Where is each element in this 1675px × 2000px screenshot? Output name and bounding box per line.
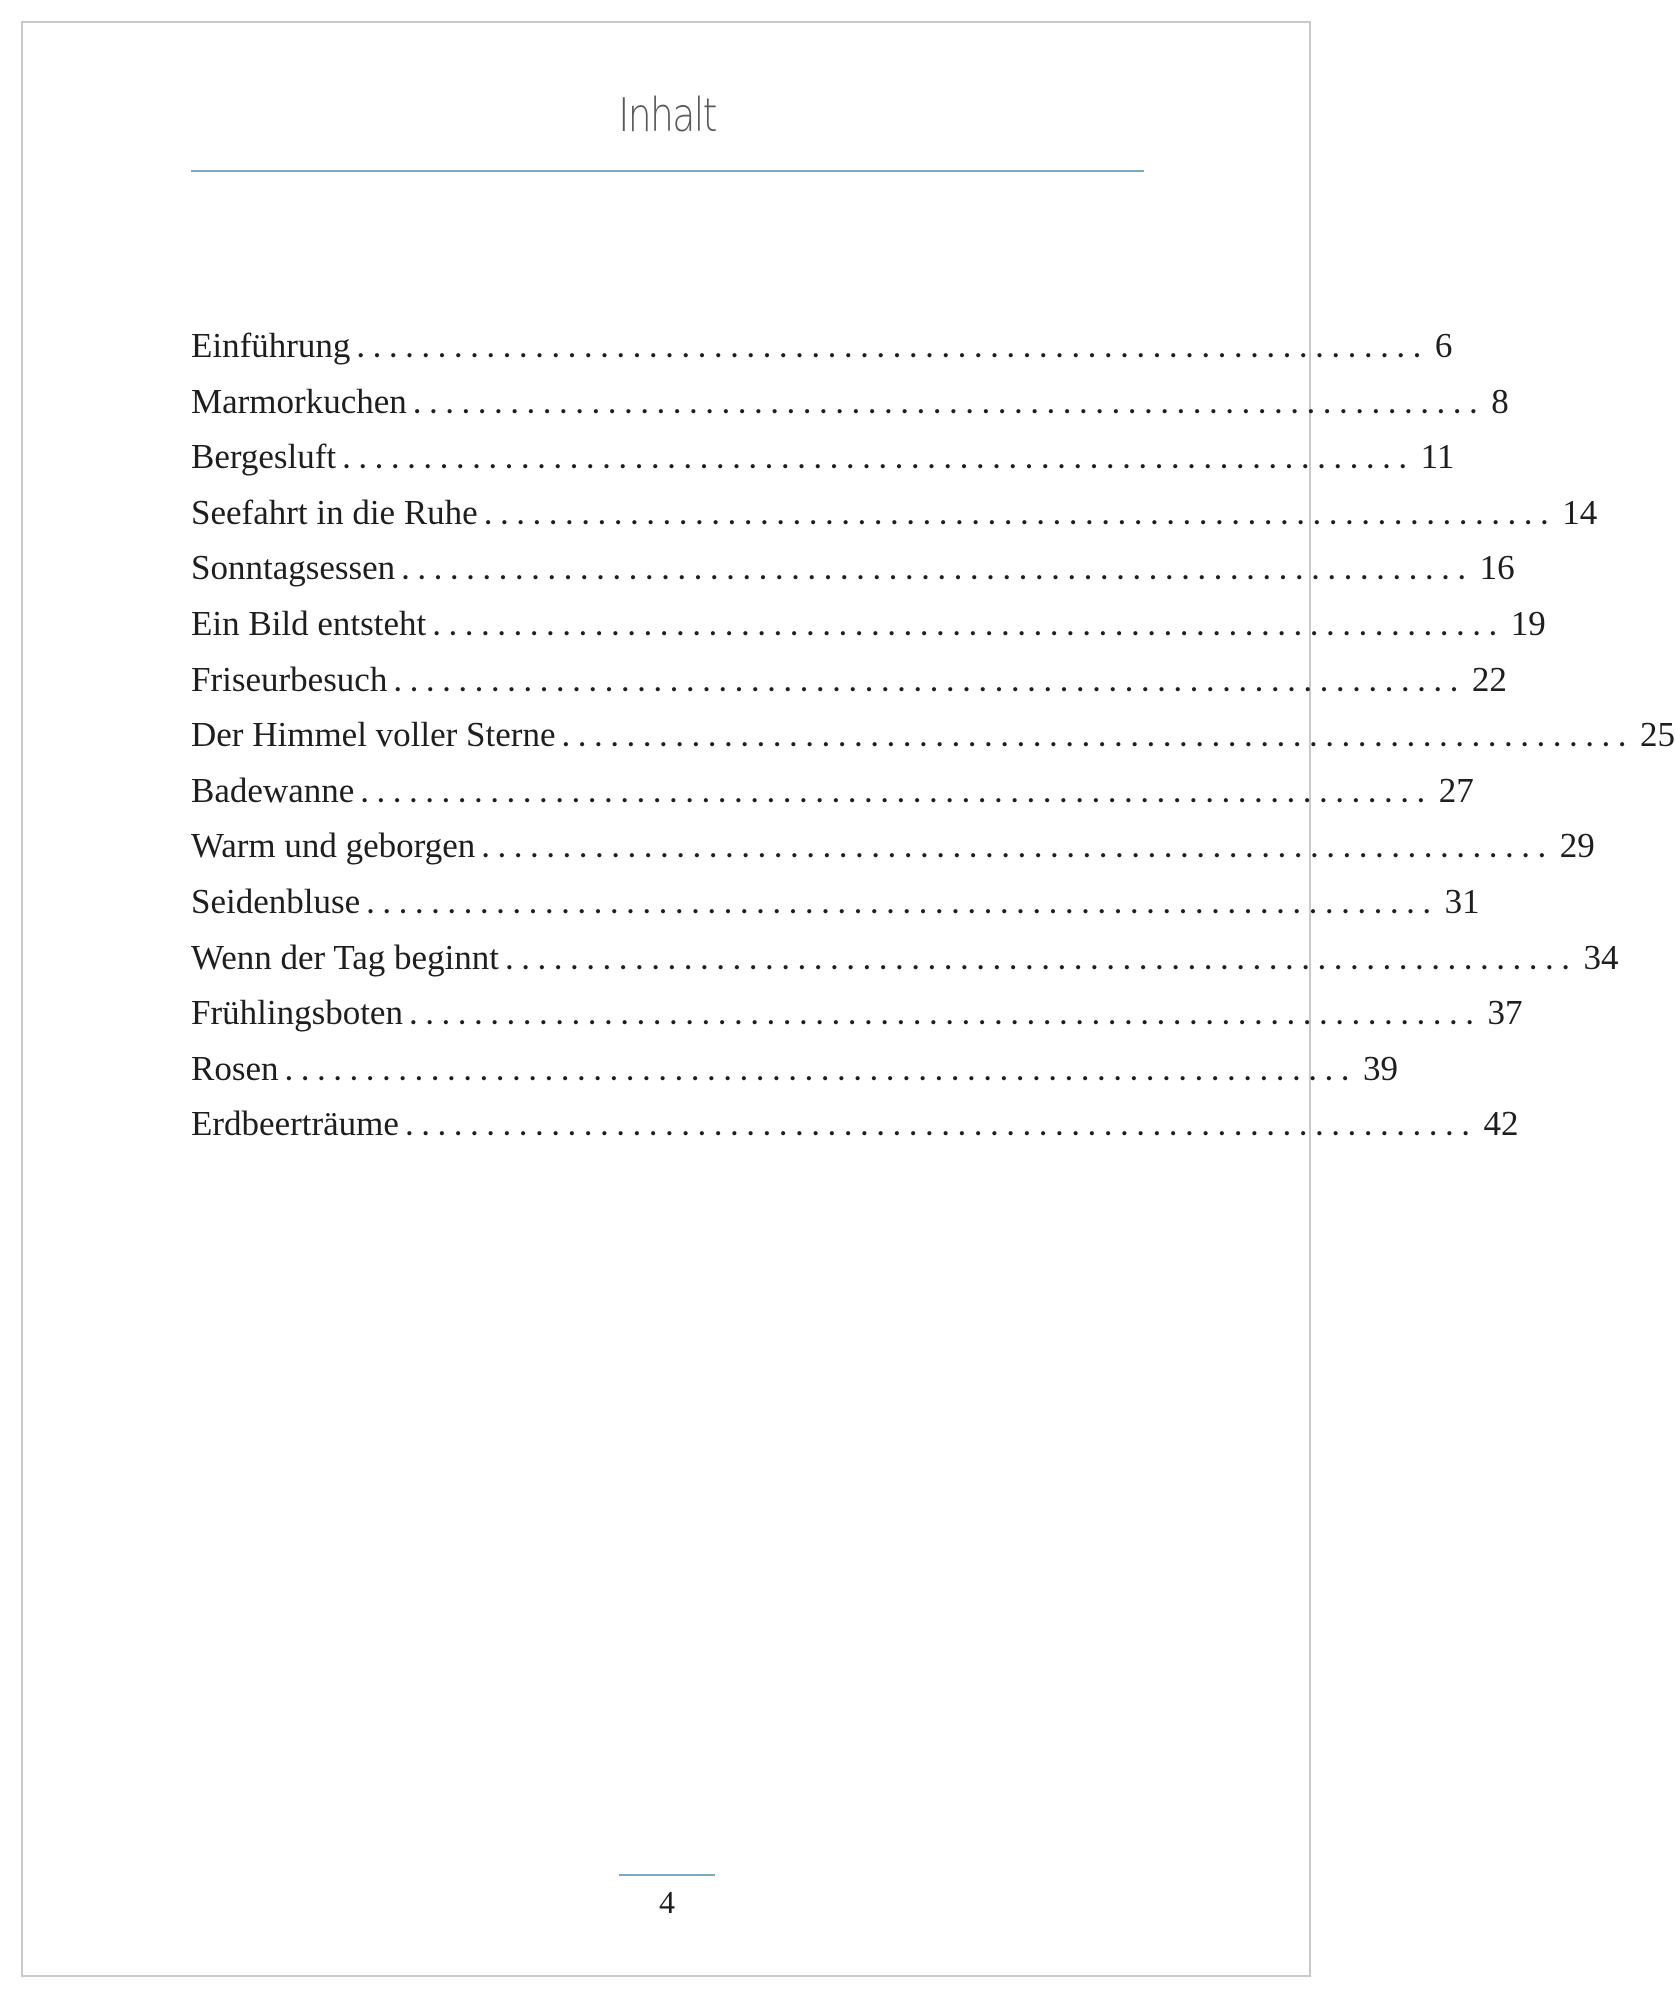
toc-entry-title: Badewanne [191, 770, 355, 810]
toc-entry-page: 11 [1420, 437, 1455, 477]
toc-entry-title: Marmorkuchen [191, 381, 407, 421]
toc-dot-leader: .................................................................. [483, 492, 1557, 532]
toc-dot-leader: .................................................................. [393, 659, 1466, 699]
toc-entry-page: 34 [1583, 937, 1619, 977]
toc-entry [191, 770, 1474, 827]
toc-entry-title: Friseurbesuch [191, 659, 388, 699]
toc-entry [191, 548, 1515, 604]
toc-entry-title: Warm und geborgen [191, 826, 476, 866]
toc-dot-leader: .................................................................. [342, 437, 1415, 477]
page-number: 4 [659, 1884, 675, 1920]
toc-dot-leader: .................................................................. [481, 826, 1554, 866]
toc-entry-page: 29 [1559, 826, 1595, 866]
toc-dot-leader: .................................................................. [366, 881, 1439, 921]
toc-entry-page: 37 [1487, 993, 1523, 1033]
toc-entry-page: 16 [1479, 548, 1515, 588]
toc-dot-leader: .................................................................. [356, 326, 1429, 365]
toc-entry-title: Seidenbluse [191, 881, 361, 921]
toc-entry-page: 27 [1438, 770, 1474, 810]
toc-entry-title: Einführung [191, 326, 351, 365]
toc-entry [191, 937, 1619, 994]
toc-entry-title: Seefahrt in die Ruhe [191, 492, 478, 532]
page-title: Inhalt [618, 88, 716, 142]
toc-entry-page: 19 [1510, 603, 1546, 643]
toc-entry [191, 1104, 1519, 1160]
toc-entry-page: 42 [1483, 1104, 1519, 1144]
toc-entry [191, 603, 1546, 660]
toc-entry-page: 8 [1491, 381, 1509, 421]
title-divider [191, 170, 1144, 172]
toc-entry-page: 14 [1562, 492, 1598, 532]
toc-entry-title: Erdbeerträume [191, 1104, 399, 1144]
toc-entry-title: Ein Bild entsteht [191, 603, 427, 643]
toc-dot-leader: .................................................................. [404, 1104, 1478, 1144]
toc-dot-leader: .................................................................. [284, 1048, 1357, 1088]
toc-entry [191, 1048, 1398, 1105]
toc-entry-title: Sonntagsessen [191, 548, 396, 588]
toc-entry-title: Wenn der Tag beginnt [191, 937, 500, 977]
toc-entry [191, 326, 1453, 382]
toc-entry [191, 715, 1675, 771]
toc-entry [191, 492, 1598, 549]
toc-entry-page: 6 [1434, 326, 1453, 365]
toc-entry-page: 22 [1471, 659, 1507, 699]
toc-dot-leader: .................................................................. [360, 770, 1433, 810]
footer-divider [619, 1874, 715, 1876]
table-of-contents [191, 326, 1675, 1160]
toc-entry [191, 993, 1523, 1049]
toc-entry-title: Bergesluft [191, 437, 337, 477]
toc-entry [191, 826, 1595, 882]
toc-entry [191, 381, 1509, 438]
toc-dot-leader: .................................................................. [505, 937, 1578, 977]
toc-entry [191, 437, 1455, 493]
toc-entry [191, 881, 1480, 938]
toc-dot-leader: .................................................................. [561, 715, 1634, 755]
toc-dot-leader: .................................................................. [401, 548, 1474, 588]
toc-dot-leader: .................................................................. [432, 603, 1505, 643]
toc-dot-leader: .................................................................. [412, 381, 1486, 421]
toc-entry-page: 39 [1363, 1048, 1398, 1088]
toc-entry [191, 659, 1507, 716]
toc-entry-title: Der Himmel voller Sterne [191, 715, 556, 755]
toc-entry-title: Rosen [191, 1048, 279, 1088]
toc-entry-page: 25 [1639, 715, 1675, 755]
toc-entry-page: 31 [1444, 881, 1480, 921]
toc-dot-leader: .................................................................. [408, 993, 1482, 1033]
toc-entry-title: Frühlingsboten [191, 993, 403, 1033]
